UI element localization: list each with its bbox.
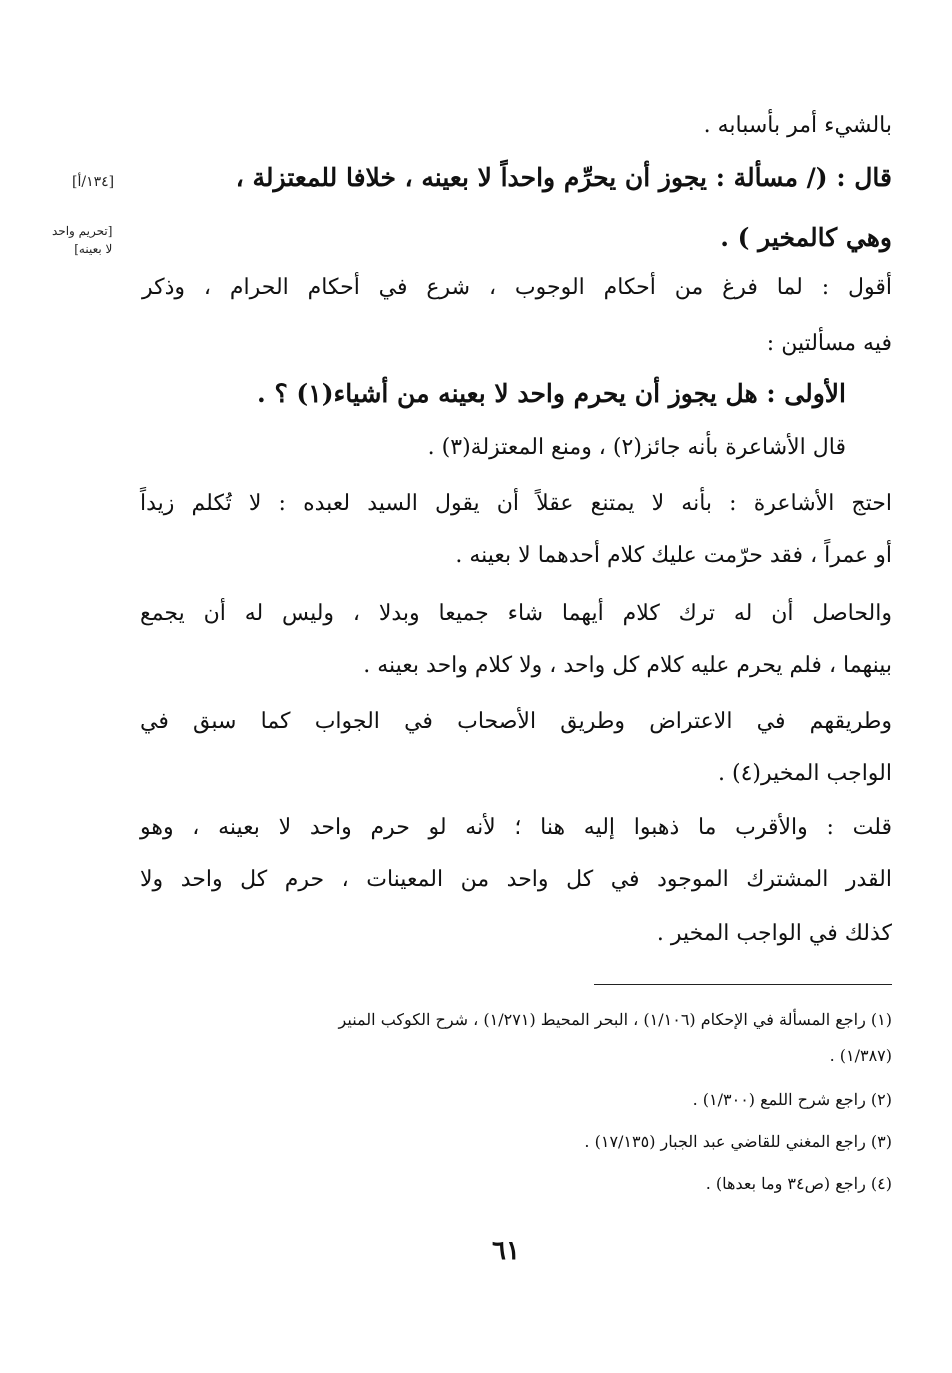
text-line: قال الأشاعرة بأنه جائز(٢) ، ومنع المعتزلة(٣) . — [427, 435, 846, 460]
margin-note-line: لا بعينه] — [74, 242, 113, 256]
text-line: احتج الأشاعرة : بأنه لا يمتنع عقلاً أن يقول السيد لعبده : لا تُكلم زيداً — [140, 491, 892, 516]
page-number: ٦١ — [492, 1236, 520, 1266]
text-line: أو عمراً ، فقد حرّمت عليك كلام أحدهما لا بعينه . — [455, 543, 892, 568]
margin-note — [52, 222, 112, 258]
folio-marker: [١٣٤/أ] — [72, 174, 115, 190]
question-heading: الأولى : هل يجوز أن يحرم واحد لا بعينه من أشياء(١) ؟ . — [257, 379, 846, 408]
text-line: بالشيء أمر بأسبابه . — [703, 113, 892, 138]
footnote: (١) راجع المسألة في الإحكام (١/١٠٦) ، البحر المحيط (١/٢٧١) ، شرح الكوكب المنير — [338, 1010, 892, 1029]
text-line: القدر المشترك الموجود في كل واحد من المعينات ، حرم كل واحد ولا — [140, 867, 892, 892]
text-line: وطريقهم في الاعتراض وطريق الأصحاب في الجواب كما سبق في — [140, 709, 892, 734]
text-line: كذلك في الواجب المخير . — [656, 921, 892, 946]
margin-note-line: [تحريم واحد — [52, 224, 113, 238]
text-line: بينهما ، فلم يحرم عليه كلام كل واحد ، ولا كلام واحد بعينه . — [363, 653, 892, 678]
footnote: (٣) راجع المغني للقاضي عبد الجبار (١٧/١٣٥) . — [584, 1132, 892, 1151]
footnote: (٤) راجع (ص٣٤ وما بعدها) . — [705, 1174, 892, 1193]
text-line: فيه مسألتين : — [766, 331, 892, 356]
text-line: الواجب المخير(٤) . — [718, 761, 892, 786]
text-line: أقول : لما فرغ من أحكام الوجوب ، شرع في أحكام الحرام ، وذكر — [142, 275, 892, 300]
footnote-separator — [594, 984, 892, 985]
text-line: قلت : والأقرب ما ذهبوا إليه هنا ؛ لأنه لو حرم واحد لا بعينه ، وهو — [140, 815, 892, 840]
text-line: والحاصل أن له ترك كلام أيهما شاء جميعا وبدلا ، وليس له أن يجمع — [140, 601, 892, 626]
footnote: (١/٣٨٧) . — [829, 1046, 892, 1065]
matn-heading-line: قال : (/ مسألة : يجوز أن يحرِّم واحداً لا بعينه ، خلافا للمعتزلة ، — [235, 163, 892, 192]
footnote: (٢) راجع شرح اللمع (١/٣٠٠) . — [692, 1090, 892, 1109]
matn-heading-line: وهي كالمخير ) . — [720, 223, 892, 252]
